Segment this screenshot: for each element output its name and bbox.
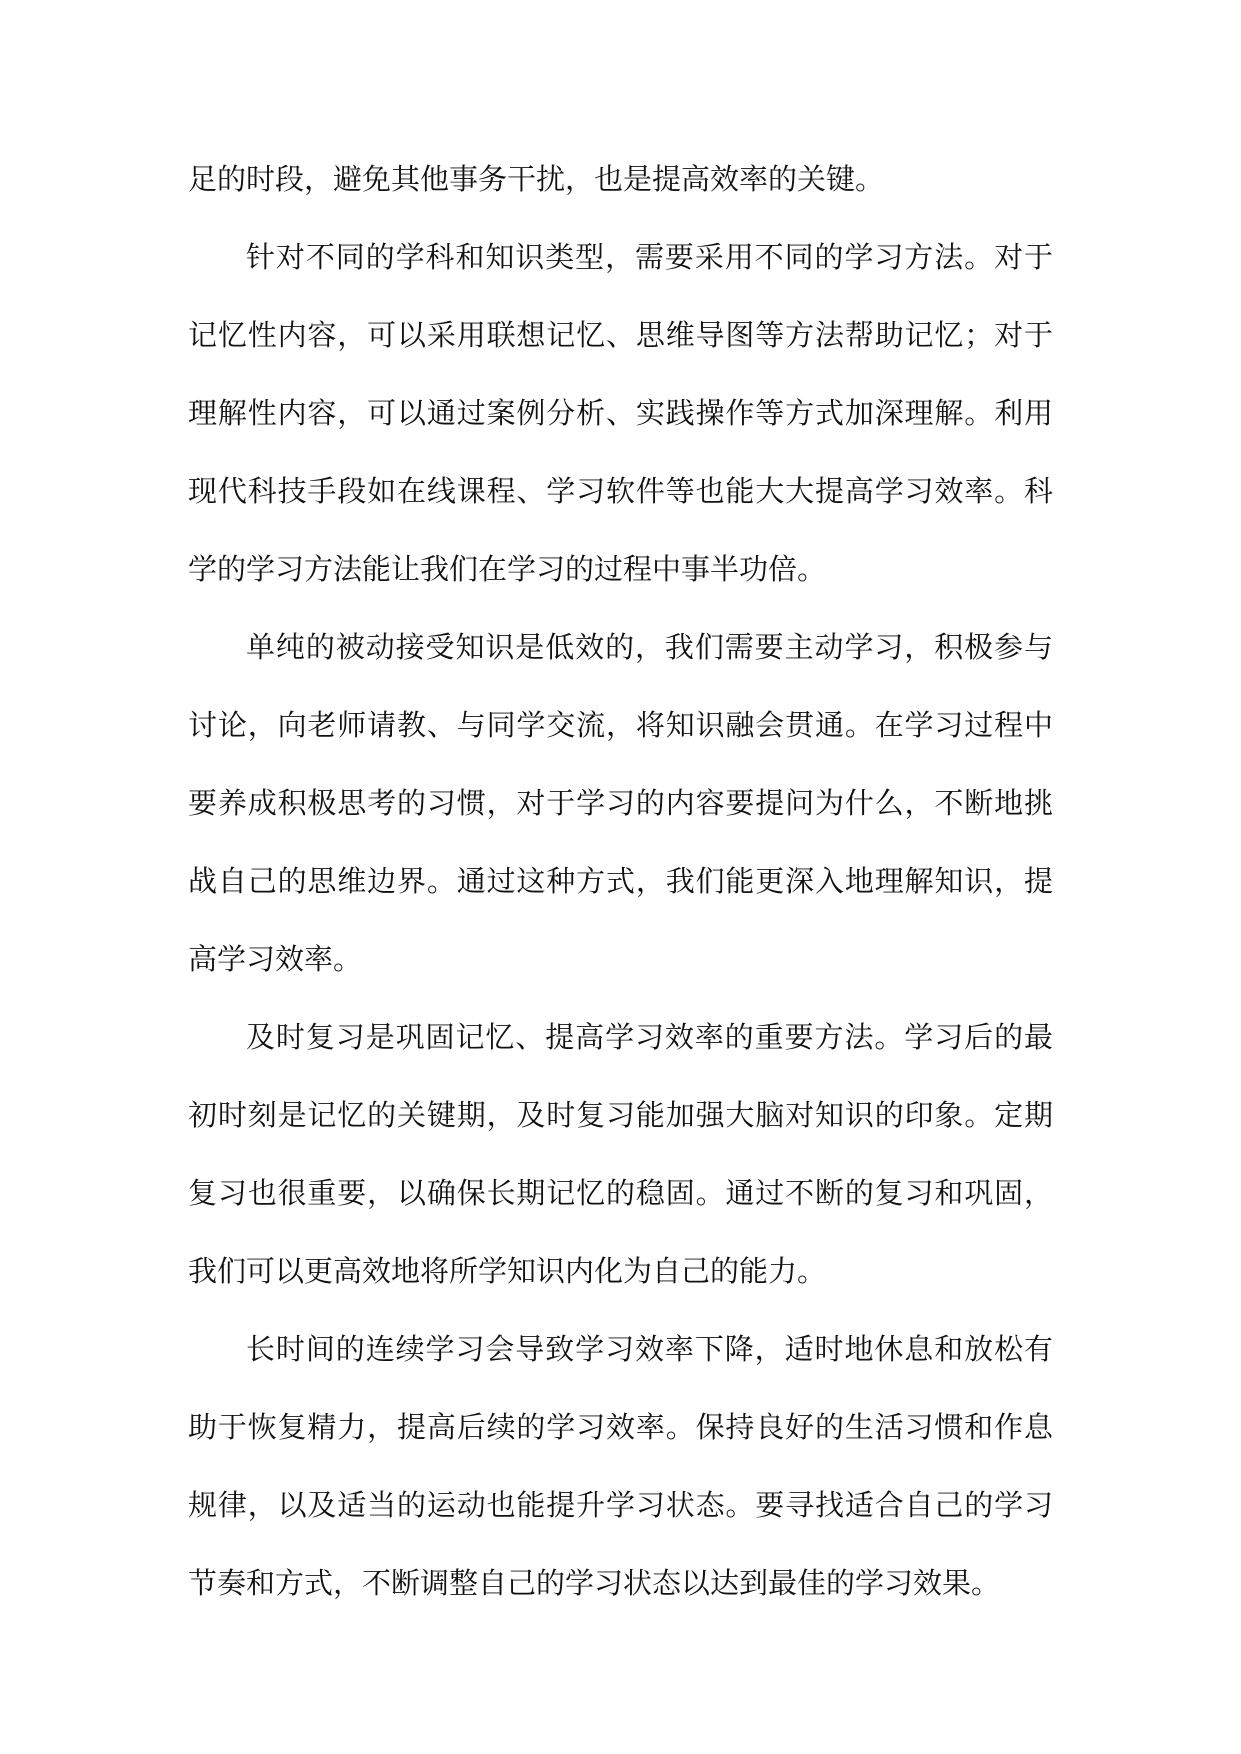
paragraph-rest-and-relax: 长时间的连续学习会导致学习效率下降，适时地休息和放松有助于恢复精力，提高后续的学习效率。保持良好的生活习惯和作息规律，以及适当的运动也能提升学习状态。要寻找适合自己的学习节奏和方式，不断调整自己的学习状态以达到最佳的学习效果。 [188, 1332, 1053, 1600]
paragraph-active-learning: 单纯的被动接受知识是低效的，我们需要主动学习，积极参与讨论，向老师请教、与同学交流，将知识融会贯通。在学习过程中要养成积极思考的习惯，对于学习的内容要提问为什么，不断地挑战自己的思维边界。通过这种方式，我们能更深入地理解知识，提高学习效率。 [188, 630, 1053, 976]
paragraph-learning-methods: 针对不同的学科和知识类型，需要采用不同的学习方法。对于记忆性内容，可以采用联想记忆、思维导图等方法帮助记忆；对于理解性内容，可以通过案例分析、实践操作等方式加深理解。利用现代科技手段如在线课程、学习软件等也能大大提高学习效率。科学的学习方法能让我们在学习的过程中事半功倍。 [188, 240, 1053, 586]
paragraph-timely-review: 及时复习是巩固记忆、提高学习效率的重要方法。学习后的最初时刻是记忆的关键期，及时复习能加强大脑对知识的印象。定期复习也很重要，以确保长期记忆的稳固。通过不断的复习和巩固，我们可以更高效地将所学知识内化为自己的能力。 [188, 1020, 1053, 1288]
paragraph-continued: 足的时段，避免其他事务干扰，也是提高效率的关键。 [188, 162, 885, 196]
body-text [188, 140, 1053, 1622]
